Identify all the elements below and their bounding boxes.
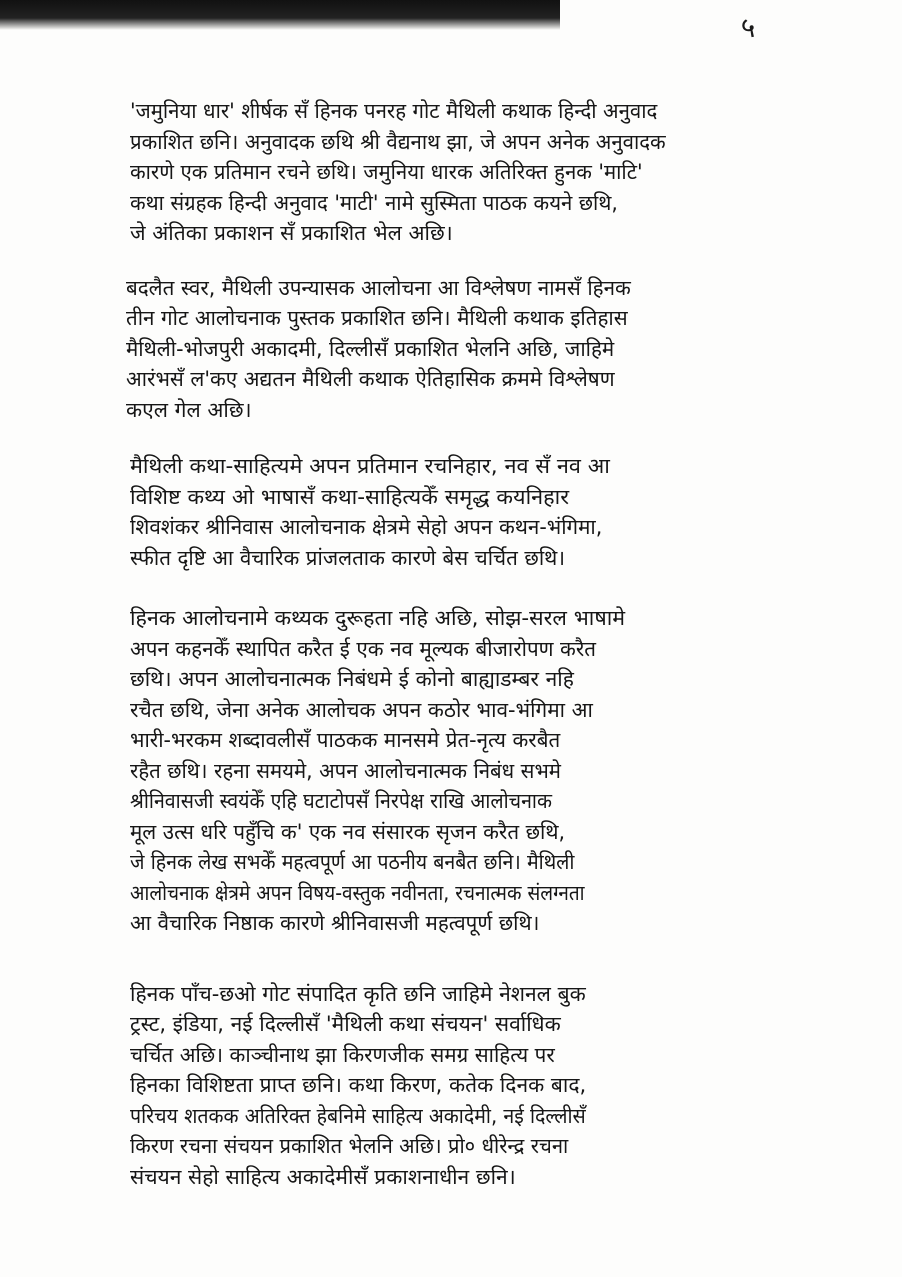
text-line: मैथिली कथा-साहित्यमे अपन प्रतिमान रचनिहार, नव सँ नव आ <box>130 454 610 478</box>
page-number: ५ <box>740 11 756 44</box>
text-line: शिवशंकर श्रीनिवास आलोचनाक क्षेत्रमे सेहो अपन कथन-भंगिमा, <box>130 515 603 539</box>
text-line: संचयन सेहो साहित्य अकादेमीसँ प्रकाशनाधीन छनि। <box>130 1164 516 1189</box>
text-line: परिचय शतकक अतिरिक्त हेबनिमे साहित्य अकादेमी, नई दिल्लीसँ <box>130 1103 586 1128</box>
text-line: प्रकाशित छनि। अनुवादक छथि श्री वैद्यनाथ झा, जे अपन अनेक अनुवादक <box>130 129 666 154</box>
paragraph-5 <box>130 979 850 1193</box>
text-line: मूल उत्स धरि पहुँचि क' एक नव संसारक सृजन करैत छथि, <box>130 819 566 844</box>
paragraph-3 <box>130 451 850 573</box>
text-line: भारी-भरकम शब्दावलीसँ पाठकक मानसमे प्रेत-नृत्य करबैत <box>130 728 561 752</box>
text-line: हिनका विशिष्टता प्राप्त छनि। कथा किरण, कतेक दिनक बाद, <box>130 1073 587 1097</box>
text-line: छथि। अपन आलोचनात्मक निबंधमे ई कोनो बाह्याडम्बर नहि <box>130 667 574 691</box>
text-line: मैथिली-भोजपुरी अकादमी, दिल्लीसँ प्रकाशित भेलनि अछि, जाहिमे <box>126 336 615 361</box>
text-line: चर्चित अछि। काञ्चीनाथ झा किरणजीक समग्र साहित्य पर <box>130 1042 555 1067</box>
text-line: आरंभसँ ल'कए अद्यतन मैथिली कथाक ऐतिहासिक क्रममे विश्लेषण <box>126 367 615 391</box>
text-line: रचैत छथि, जेना अनेक आलोचक अपन कठोर भाव-भंगिमा आ <box>130 697 593 722</box>
text-line: विशिष्ट कथ्य ओ भाषासँ कथा-साहित्यकेँ समृद्ध कयनिहार <box>130 484 570 509</box>
text-line: ट्रस्ट, इंडिया, नई दिल्लीसँ 'मैथिली कथा संचयन' सर्वाधिक <box>130 1012 561 1036</box>
paragraph-4 <box>130 603 850 939</box>
text-line: श्रीनिवासजी स्वयंकेँ एहि घटाटोपसँ निरपेक्ष राखि आलोचनाक <box>130 789 552 813</box>
paragraph-2 <box>126 273 850 426</box>
text-line: अपन कहनकेँ स्थापित करैत ई एक नव मूल्यक बीजारोपण करैत <box>130 636 597 661</box>
text-line: बदलैत स्वर, मैथिली उपन्यासक आलोचना आ विश्लेषण नामसँ हिनक <box>126 275 631 300</box>
text-line: जे अंतिका प्रकाशन सँ प्रकाशित भेल अछि। <box>130 221 453 245</box>
text-line: कारणे एक प्रतिमान रचने छथि। जमुनिया धारक अतिरिक्त हुनक 'माटि' <box>130 160 643 184</box>
text-line: कएल गेल अछि। <box>126 397 252 422</box>
paragraph-1 <box>130 96 850 249</box>
text-line: जे हिनक लेख सभकेँ महत्वपूर्ण आ पठनीय बनबैत छनि। मैथिली <box>130 850 575 874</box>
text-line: हिनक पाँच-छओ गोट संपादित कृति छनि जाहिमे नेशनल बुक <box>130 981 586 1006</box>
text-line: स्फीत दृष्टि आ वैचारिक प्रांजलताक कारणे बेस चर्चित छथि। <box>130 545 566 570</box>
text-line: किरण रचना संचयन प्रकाशित भेलनि अछि। प्रो० धीरेन्द्र रचना <box>130 1134 569 1158</box>
text-line: रहैत छथि। रहना समयमे, अपन आलोचनात्मक निबंध सभमे <box>130 758 561 783</box>
text-line: 'जमुनिया धार' शीर्षक सँ हिनक पनरह गोट मैथिली कथाक हिन्दी अनुवाद <box>130 99 658 123</box>
text-line: तीन गोट आलोचनाक पुस्तक प्रकाशित छनि। मैथिली कथाक इतिहास <box>126 306 628 330</box>
text-line: आ वैचारिक निष्ठाक कारणे श्रीनिवासजी महत्वपूर्ण छथि। <box>130 911 540 935</box>
text-line: हिनक आलोचनामे कथ्यक दुरूहता नहि अछि, सोझ-सरल भाषामे <box>130 606 626 630</box>
scan-dark-edge <box>0 0 560 30</box>
text-line: कथा संग्रहक हिन्दी अनुवाद 'माटी' नामे सुस्मिता पाठक कयने छथि, <box>130 190 618 215</box>
text-line: आलोचनाक क्षेत्रमे अपन विषय-वस्तुक नवीनता, रचनात्मक संलग्नता <box>130 880 585 905</box>
page-body <box>126 96 850 1192</box>
